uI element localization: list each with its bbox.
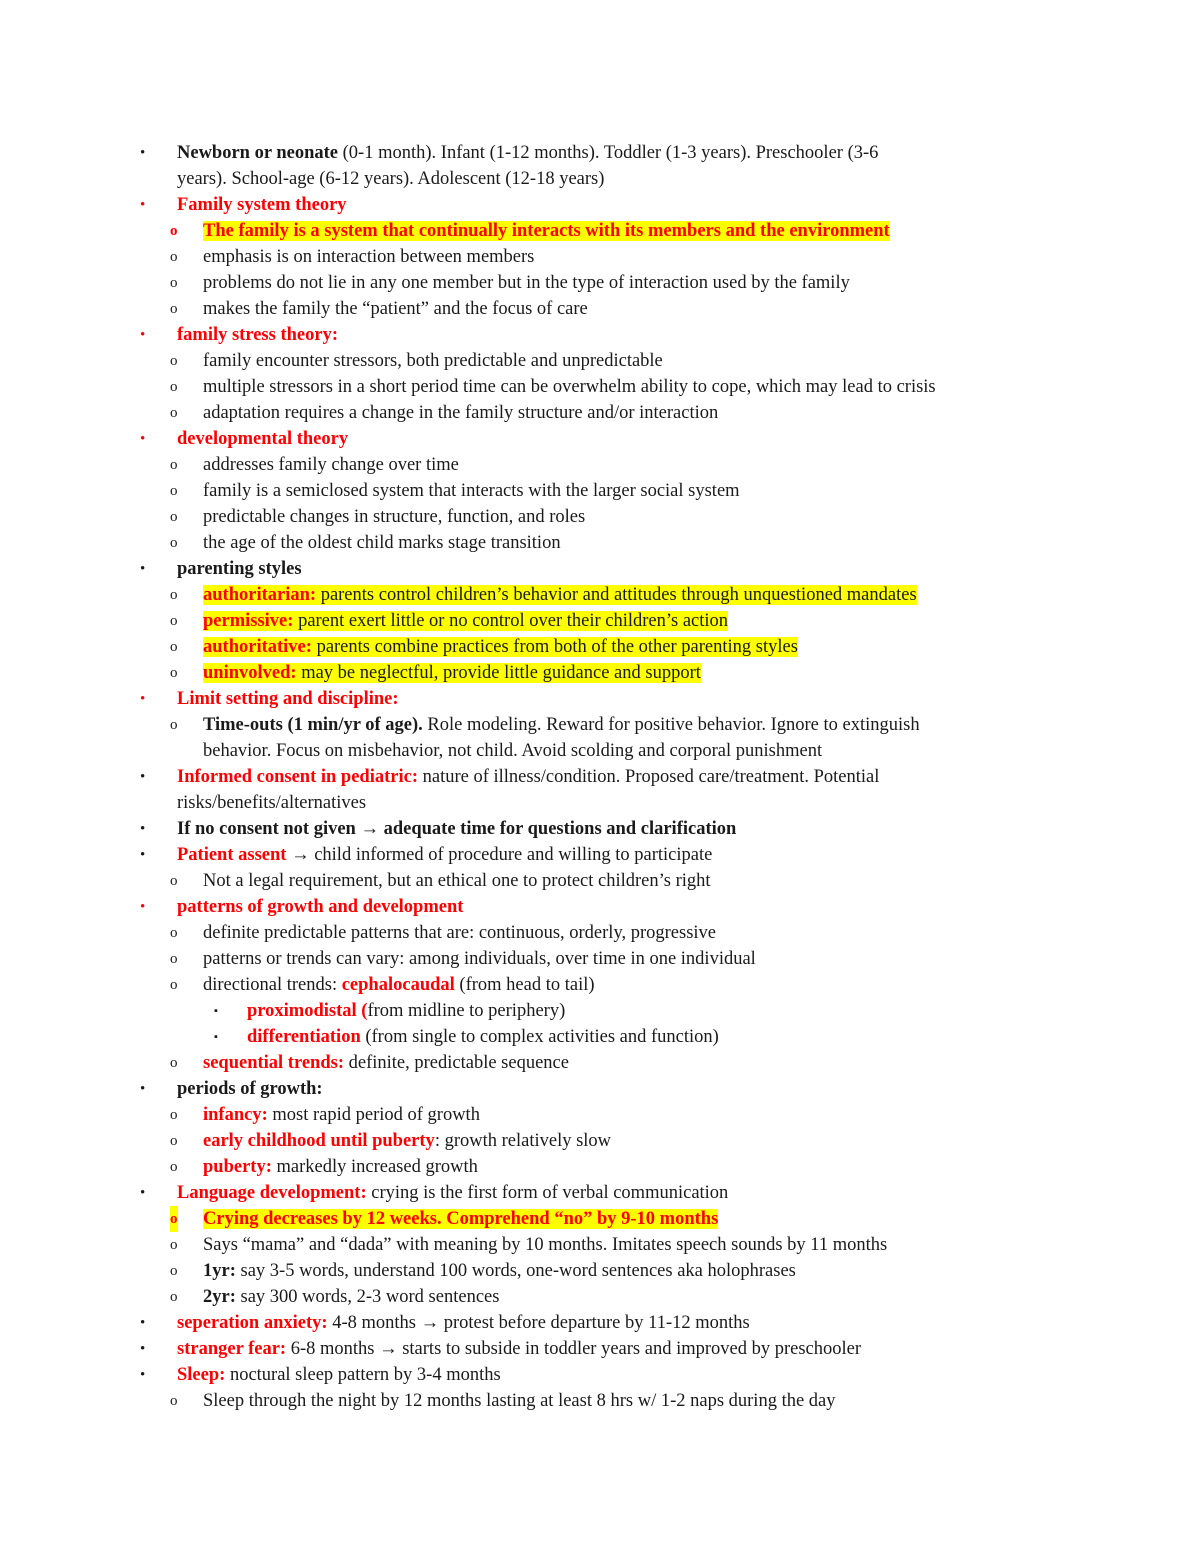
arrow-icon: → xyxy=(355,819,384,839)
section-heading: periods of growth: xyxy=(177,1079,323,1099)
circle-bullet-icon: o xyxy=(170,1289,178,1305)
item-text: behavior. Focus on misbehavior, not child. Avoid scolding and corporal punishment xyxy=(203,741,823,761)
list-item-continuation xyxy=(0,790,1200,816)
list-item xyxy=(0,1180,1200,1206)
sub-list-item xyxy=(0,270,1200,296)
bullet-icon: • xyxy=(140,1341,146,1357)
item-text: Says “mama” and “dada” with meaning by 10 months. Imitates speech sounds by 11 months xyxy=(203,1235,888,1255)
sub-list-item xyxy=(0,972,1200,998)
sub-list-item xyxy=(0,530,1200,556)
term: proximodistal ( xyxy=(247,1001,368,1021)
bullet-icon: • xyxy=(140,1367,146,1383)
list-item xyxy=(0,686,1200,712)
bullet-icon: • xyxy=(140,1081,146,1097)
sub-list-item xyxy=(0,1258,1200,1284)
circle-bullet-icon: o xyxy=(170,275,178,291)
item-text: from midline to periphery) xyxy=(367,1001,566,1021)
circle-bullet-icon: o xyxy=(170,1263,178,1279)
item-text: multiple stressors in a short period time can be overwhelm ability to cope, which may lead to crisis xyxy=(203,377,936,397)
square-bullet-icon: ▪ xyxy=(214,1005,218,1017)
bullet-icon: • xyxy=(140,847,146,863)
circle-bullet-icon: o xyxy=(170,1237,178,1253)
section-heading: family stress theory: xyxy=(177,325,338,345)
item-text: → child informed of procedure and willing to participate xyxy=(286,845,713,865)
item-text: (from single to complex activities and function) xyxy=(360,1027,719,1047)
sub-list-item xyxy=(0,1388,1200,1414)
term: stranger fear: xyxy=(177,1339,287,1359)
circle-bullet-icon: o xyxy=(170,613,178,629)
item-text: 6-8 months → starts to subside in toddler years and improved by preschooler xyxy=(286,1339,862,1359)
term: permissive: xyxy=(203,611,294,631)
list-item xyxy=(0,426,1200,452)
term: Time-outs (1 min/yr of age). xyxy=(203,715,423,735)
bullet-icon: • xyxy=(140,561,146,577)
term: puberty: xyxy=(203,1157,272,1177)
circle-bullet-icon: o xyxy=(170,457,178,473)
circle-bullet-icon: o xyxy=(170,405,178,421)
sub-list-item xyxy=(0,348,1200,374)
sub-list-item xyxy=(0,608,1200,634)
item-text: If no consent not given xyxy=(177,819,356,839)
section-heading: patterns of growth and development xyxy=(177,897,464,917)
circle-bullet-icon: o xyxy=(170,1055,178,1071)
term: authoritative: xyxy=(203,637,312,657)
item-text: adequate time for questions and clarification xyxy=(383,819,737,839)
circle-bullet-icon: o xyxy=(170,1107,178,1123)
item-text: (0-1 month). Infant (1-12 months). Toddler (1-3 years). Preschooler (3-6 xyxy=(338,143,879,163)
sub-list-item xyxy=(0,712,1200,738)
item-text: (from head to tail) xyxy=(454,975,595,995)
sub-list-item xyxy=(0,946,1200,972)
sub-list-item xyxy=(0,400,1200,426)
circle-bullet-icon: o xyxy=(170,509,178,525)
term: Sleep: xyxy=(177,1365,226,1385)
term: sequential trends: xyxy=(203,1053,344,1073)
circle-bullet-icon: o xyxy=(170,1206,178,1232)
item-text: say 3-5 words, understand 100 words, one-word sentences aka holophrases xyxy=(235,1261,796,1281)
term: infancy: xyxy=(203,1105,268,1125)
item-text: 4-8 months → protest before departure by 11-12 months xyxy=(327,1313,750,1333)
item-text: addresses family change over time xyxy=(203,455,459,475)
item-text: Sleep through the night by 12 months lasting at least 8 hrs w/ 1-2 naps during the day xyxy=(203,1391,836,1411)
circle-bullet-icon: o xyxy=(170,1133,178,1149)
bullet-icon: • xyxy=(140,1315,146,1331)
item-text: : growth relatively slow xyxy=(434,1131,612,1151)
item-text: parents control children’s behavior and attitudes through unquestioned mandates xyxy=(316,585,917,605)
item-text: problems do not lie in any one member but in the type of interaction used by the family xyxy=(203,273,850,293)
section-heading: Family system theory xyxy=(177,195,347,215)
item-text: emphasis is on interaction between members xyxy=(203,247,535,267)
circle-bullet-icon: o xyxy=(170,977,178,993)
item-text: nature of illness/condition. Proposed care/treatment. Potential xyxy=(418,767,880,787)
document-page xyxy=(0,140,1200,1414)
circle-bullet-icon: o xyxy=(170,951,178,967)
list-item xyxy=(0,1310,1200,1336)
item-text: noctural sleep pattern by 3-4 months xyxy=(225,1365,501,1385)
sub-list-item xyxy=(0,296,1200,322)
circle-bullet-icon: o xyxy=(170,535,178,551)
circle-bullet-icon: o xyxy=(170,1393,178,1409)
item-text: makes the family the “patient” and the focus of care xyxy=(203,299,588,319)
item-text: parents combine practices from both of the other parenting styles xyxy=(311,637,798,657)
circle-bullet-icon: o xyxy=(170,249,178,265)
sub-sub-list-item xyxy=(0,1024,1200,1050)
term: Patient assent xyxy=(177,845,287,865)
list-item xyxy=(0,140,1200,166)
item-text: patterns or trends can vary: among individuals, over time in one individual xyxy=(203,949,756,969)
item-text: directional trends: xyxy=(203,975,342,995)
square-bullet-icon: ▪ xyxy=(214,1031,218,1043)
sub-list-item xyxy=(0,868,1200,894)
circle-bullet-icon: o xyxy=(170,665,178,681)
term: seperation anxiety: xyxy=(177,1313,328,1333)
sub-list-item xyxy=(0,452,1200,478)
circle-bullet-icon: o xyxy=(170,925,178,941)
sub-list-item xyxy=(0,1050,1200,1076)
list-item xyxy=(0,764,1200,790)
term: authoritarian: xyxy=(203,585,317,605)
sub-list-item xyxy=(0,1232,1200,1258)
item-text: risks/benefits/alternatives xyxy=(177,793,367,813)
sub-list-item xyxy=(0,634,1200,660)
sub-list-item xyxy=(0,244,1200,270)
bullet-icon: • xyxy=(140,327,146,343)
bullet-icon: • xyxy=(140,1185,146,1201)
item-text: family encounter stressors, both predictable and unpredictable xyxy=(203,351,663,371)
circle-bullet-icon: o xyxy=(170,483,178,499)
item-text: parent exert little or no control over their children’s action xyxy=(293,611,729,631)
list-item xyxy=(0,1076,1200,1102)
sub-list-item xyxy=(0,218,1200,244)
highlighted-text: Crying decreases by 12 weeks. Comprehend “no” by 9-10 months xyxy=(203,1209,719,1229)
list-item xyxy=(0,1362,1200,1388)
list-item-continuation xyxy=(0,166,1200,192)
item-text: crying is the first form of verbal communication xyxy=(366,1183,729,1203)
sub-sub-list-item xyxy=(0,998,1200,1024)
sub-list-item xyxy=(0,374,1200,400)
circle-bullet-icon: o xyxy=(170,379,178,395)
bullet-icon: • xyxy=(140,821,146,837)
list-item xyxy=(0,816,1200,842)
sub-list-item xyxy=(0,1128,1200,1154)
item-text: Not a legal requirement, but an ethical one to protect children’s right xyxy=(203,871,711,891)
list-item xyxy=(0,556,1200,582)
item-text: definite, predictable sequence xyxy=(344,1053,569,1073)
circle-bullet-icon: o xyxy=(170,873,178,889)
bullet-icon: • xyxy=(140,769,146,785)
sub-list-item xyxy=(0,660,1200,686)
section-heading: developmental theory xyxy=(177,429,349,449)
item-text: markedly increased growth xyxy=(271,1157,478,1177)
term: Language development: xyxy=(177,1183,367,1203)
item-text: adaptation requires a change in the family structure and/or interaction xyxy=(203,403,719,423)
circle-bullet-icon: o xyxy=(170,353,178,369)
section-heading: parenting styles xyxy=(177,559,302,579)
sub-list-item-continuation xyxy=(0,738,1200,764)
sub-list-item xyxy=(0,1284,1200,1310)
item-text: predictable changes in structure, function, and roles xyxy=(203,507,586,527)
bullet-icon: • xyxy=(140,197,146,213)
item-text: most rapid period of growth xyxy=(267,1105,480,1125)
term: 2yr: xyxy=(203,1287,236,1307)
sub-list-item xyxy=(0,920,1200,946)
list-item xyxy=(0,894,1200,920)
circle-bullet-icon: o xyxy=(170,587,178,603)
sub-list-item xyxy=(0,582,1200,608)
item-text: Role modeling. Reward for positive behavior. Ignore to extinguish xyxy=(422,715,920,735)
item-text: definite predictable patterns that are: continuous, orderly, progressive xyxy=(203,923,717,943)
sub-list-item xyxy=(0,1206,1200,1232)
item-text: say 300 words, 2-3 word sentences xyxy=(235,1287,500,1307)
item-text: may be neglectful, provide little guidance and support xyxy=(296,663,701,683)
term: Newborn or neonate xyxy=(177,143,339,163)
term: 1yr: xyxy=(203,1261,236,1281)
circle-bullet-icon: o xyxy=(170,301,178,317)
sub-list-item xyxy=(0,478,1200,504)
sub-list-item xyxy=(0,504,1200,530)
section-heading: Limit setting and discipline: xyxy=(177,689,399,709)
bullet-icon: • xyxy=(140,145,146,161)
item-text: the age of the oldest child marks stage transition xyxy=(203,533,561,553)
highlighted-text: The family is a system that continually interacts with its members and the environment xyxy=(203,221,890,241)
term: differentiation xyxy=(247,1027,361,1047)
term: cephalocaudal xyxy=(341,975,455,995)
term: uninvolved: xyxy=(203,663,297,683)
list-item xyxy=(0,842,1200,868)
bullet-icon: • xyxy=(140,431,146,447)
term: Informed consent in pediatric: xyxy=(177,767,418,787)
circle-bullet-icon: o xyxy=(170,1159,178,1175)
sub-list-item xyxy=(0,1154,1200,1180)
bullet-icon: • xyxy=(140,899,146,915)
sub-list-item xyxy=(0,1102,1200,1128)
bullet-icon: • xyxy=(140,691,146,707)
term: early childhood until puberty xyxy=(203,1131,435,1151)
list-item xyxy=(0,192,1200,218)
list-item xyxy=(0,322,1200,348)
list-item xyxy=(0,1336,1200,1362)
circle-bullet-icon: o xyxy=(170,717,178,733)
circle-bullet-icon: o xyxy=(170,639,178,655)
item-text: family is a semiclosed system that interacts with the larger social system xyxy=(203,481,740,501)
item-text: years). School-age (6-12 years). Adolescent (12-18 years) xyxy=(177,169,605,189)
circle-bullet-icon: o xyxy=(170,223,178,239)
